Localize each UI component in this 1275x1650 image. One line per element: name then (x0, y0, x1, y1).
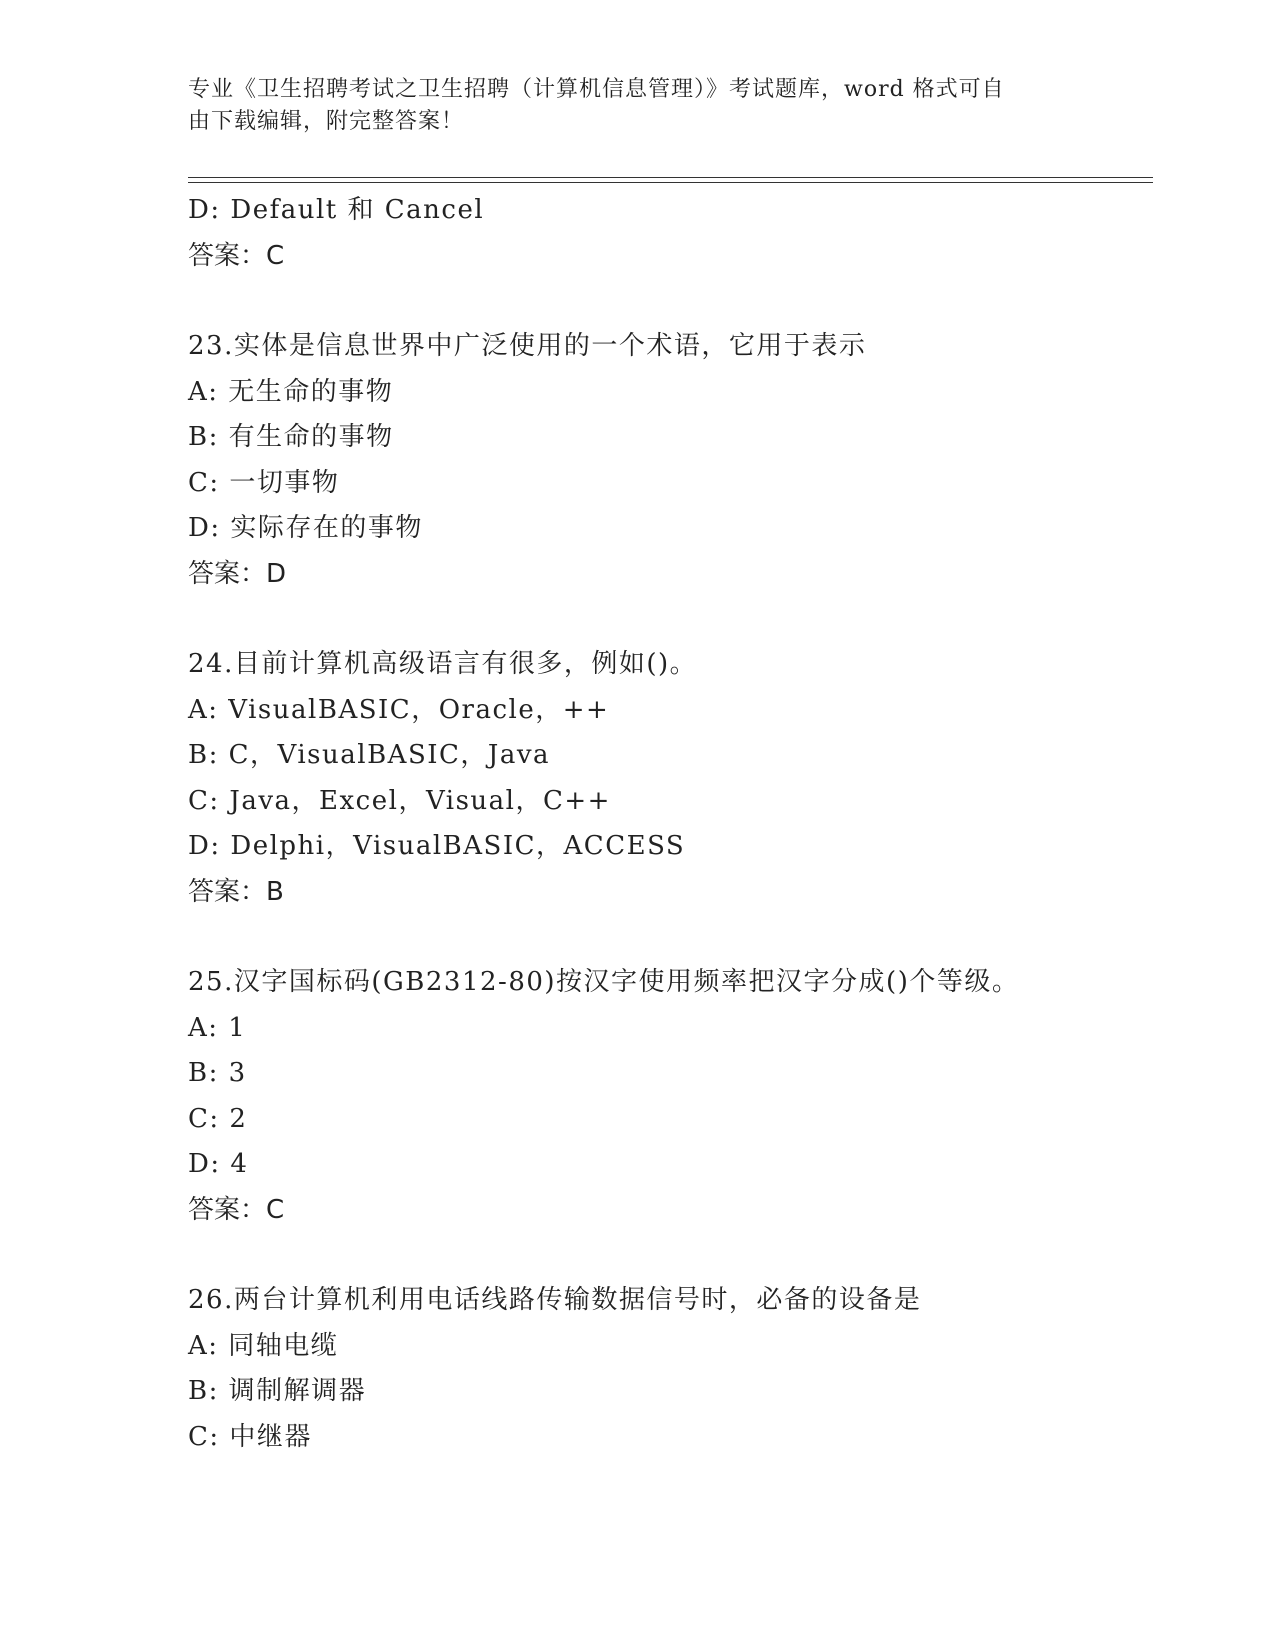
question-25 (188, 960, 1153, 1233)
answer: 答案：B (188, 876, 284, 907)
option-a: A: 无生命的事物 (188, 376, 394, 407)
prev-option-d: D: Default 和 Cancel (188, 195, 485, 225)
option-b: B: C，VisualBASIC，Java (188, 740, 551, 770)
option-c: C: 一切事物 (188, 467, 340, 498)
option-d: D: 实际存在的事物 (188, 513, 423, 543)
option-d: D: 4 (188, 1149, 249, 1179)
option-b: B: 有生命的事物 (188, 422, 394, 452)
option-c: C: Java，Excel，Visual，C++ (188, 785, 611, 816)
question-23 (188, 324, 1153, 597)
option-d: D: Delphi，VisualBASIC，ACCESS (188, 831, 686, 861)
header-divider-top (188, 177, 1153, 178)
header-divider-bottom (188, 182, 1153, 183)
document-header (188, 74, 1068, 138)
option-a: A: VisualBASIC，Oracle，++ (188, 694, 610, 725)
option-b: B: 3 (188, 1058, 247, 1088)
question-stem: 26.两台计算机利用电话线路传输数据信号时，必备的设备是 (188, 1285, 922, 1315)
option-c: C: 中继器 (188, 1421, 312, 1452)
option-a: A: 1 (188, 1012, 247, 1043)
question-stem: 23.实体是信息世界中广泛使用的一个术语，它用于表示 (188, 331, 867, 361)
answer: 答案：C (188, 1194, 285, 1225)
question-list (188, 188, 1153, 1460)
option-a: A: 同轴电缆 (188, 1330, 339, 1361)
answer: 答案：D (188, 558, 287, 589)
question-stem: 25.汉字国标码(GB2312-80)按汉字使用频率把汉字分成()个等级。 (188, 967, 1020, 997)
question-stem: 24.目前计算机高级语言有很多，例如()。 (188, 649, 698, 679)
question-26 (188, 1278, 1153, 1460)
header-line-1: 专业《卫生招聘考试之卫生招聘（计算机信息管理）》考试题库，word 格式可自 (188, 77, 1005, 102)
option-c: C: 2 (188, 1103, 248, 1134)
question-24 (188, 642, 1153, 915)
prev-answer: 答案：C (188, 240, 285, 271)
option-b: B: 调制解调器 (188, 1376, 367, 1406)
header-line-2: 由下载编辑，附完整答案！ (188, 109, 465, 134)
